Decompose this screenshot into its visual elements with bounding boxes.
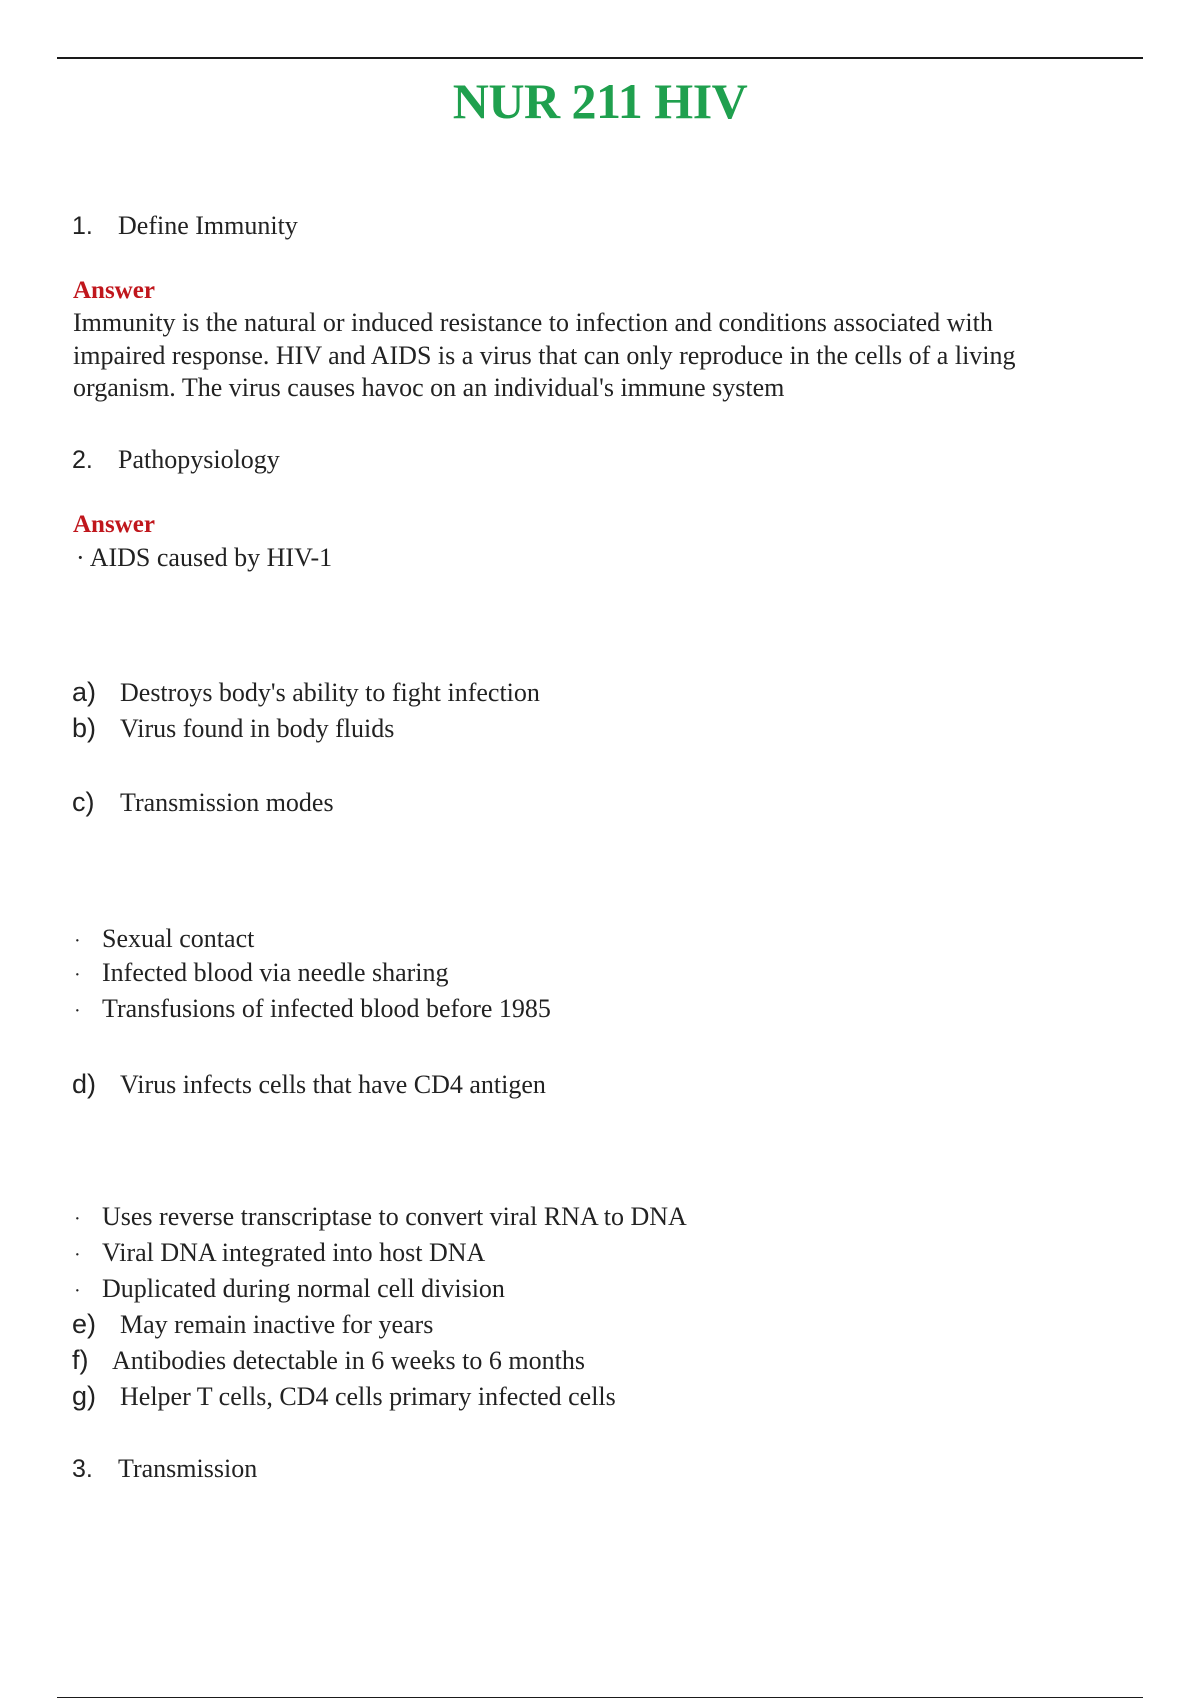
bullet-item xyxy=(74,1274,505,1304)
sub-item-c xyxy=(72,787,334,818)
question-text: Pathopysiology xyxy=(118,445,280,474)
bullet-item xyxy=(74,994,551,1024)
bullet-text: Viral DNA integrated into host DNA xyxy=(102,1238,486,1267)
sub-item-text: May remain inactive for years xyxy=(120,1310,434,1339)
question-number: 3. xyxy=(72,1455,93,1483)
sub-item-text: Antibodies detectable in 6 weeks to 6 months xyxy=(112,1346,585,1375)
sub-item-letter: c) xyxy=(72,787,95,817)
bullet-item xyxy=(74,1238,485,1268)
sub-item-a xyxy=(72,677,540,708)
sub-item-letter: d) xyxy=(72,1069,97,1099)
sub-item-text: Destroys body's ability to fight infection xyxy=(120,678,540,707)
bottom-rule xyxy=(57,1697,1143,1698)
bullet-item xyxy=(74,924,254,954)
sub-item-text: Virus infects cells that have CD4 antigen xyxy=(120,1070,546,1099)
answer-1-text: Immunity is the natural or induced resistance to infection and conditions associated with impaired response. HIV and AIDS is a virus that can only reproduce in the cells of a living organism. The virus causes havoc on an individual's immune system xyxy=(73,308,1016,402)
bullet-dot: · xyxy=(74,1000,81,1022)
sub-item-f xyxy=(72,1345,585,1376)
top-rule xyxy=(57,57,1143,59)
bullet-dot: · xyxy=(74,930,81,952)
sub-item-letter: b) xyxy=(72,713,97,743)
document-title: NUR 211 HIV xyxy=(452,73,748,129)
answer-label-1: Answer xyxy=(73,277,155,304)
bullet-text: Duplicated during normal cell division xyxy=(102,1274,505,1303)
question-1 xyxy=(72,211,298,241)
answer-label-2: Answer xyxy=(73,511,155,538)
question-2 xyxy=(72,445,280,475)
question-text: Define Immunity xyxy=(118,211,298,240)
sub-item-text: Virus found in body fluids xyxy=(120,714,395,743)
bullet-dot: · xyxy=(74,964,81,986)
bullet-dot: · xyxy=(74,1280,81,1302)
sub-item-text: Helper T cells, CD4 cells primary infected cells xyxy=(120,1382,616,1411)
bullet-text: Infected blood via needle sharing xyxy=(102,958,449,987)
question-number: 1. xyxy=(72,212,93,240)
question-number: 2. xyxy=(72,446,93,474)
sub-item-letter: f) xyxy=(72,1345,89,1375)
sub-item-d xyxy=(72,1069,546,1100)
sub-item-text: Transmission modes xyxy=(120,788,334,817)
sub-item-g xyxy=(72,1381,616,1412)
sub-item-letter: a) xyxy=(72,677,97,707)
bullet-text: Sexual contact xyxy=(102,924,255,953)
sub-item-letter: g) xyxy=(72,1381,97,1411)
answer-2-line: · AIDS caused by HIV-1 xyxy=(76,543,333,572)
bullet-dot: · xyxy=(74,1244,81,1266)
bullet-dot: · xyxy=(74,1208,81,1230)
sub-item-b xyxy=(72,713,394,744)
bullet-item xyxy=(74,1202,687,1232)
sub-item-letter: e) xyxy=(72,1309,97,1339)
bullet-item xyxy=(74,958,449,988)
bullet-text: Transfusions of infected blood before 1985 xyxy=(102,994,551,1023)
sub-item-e xyxy=(72,1309,433,1340)
question-text: Transmission xyxy=(118,1454,258,1483)
bullet-text: Uses reverse transcriptase to convert viral RNA to DNA xyxy=(102,1202,687,1231)
question-3 xyxy=(72,1454,257,1484)
